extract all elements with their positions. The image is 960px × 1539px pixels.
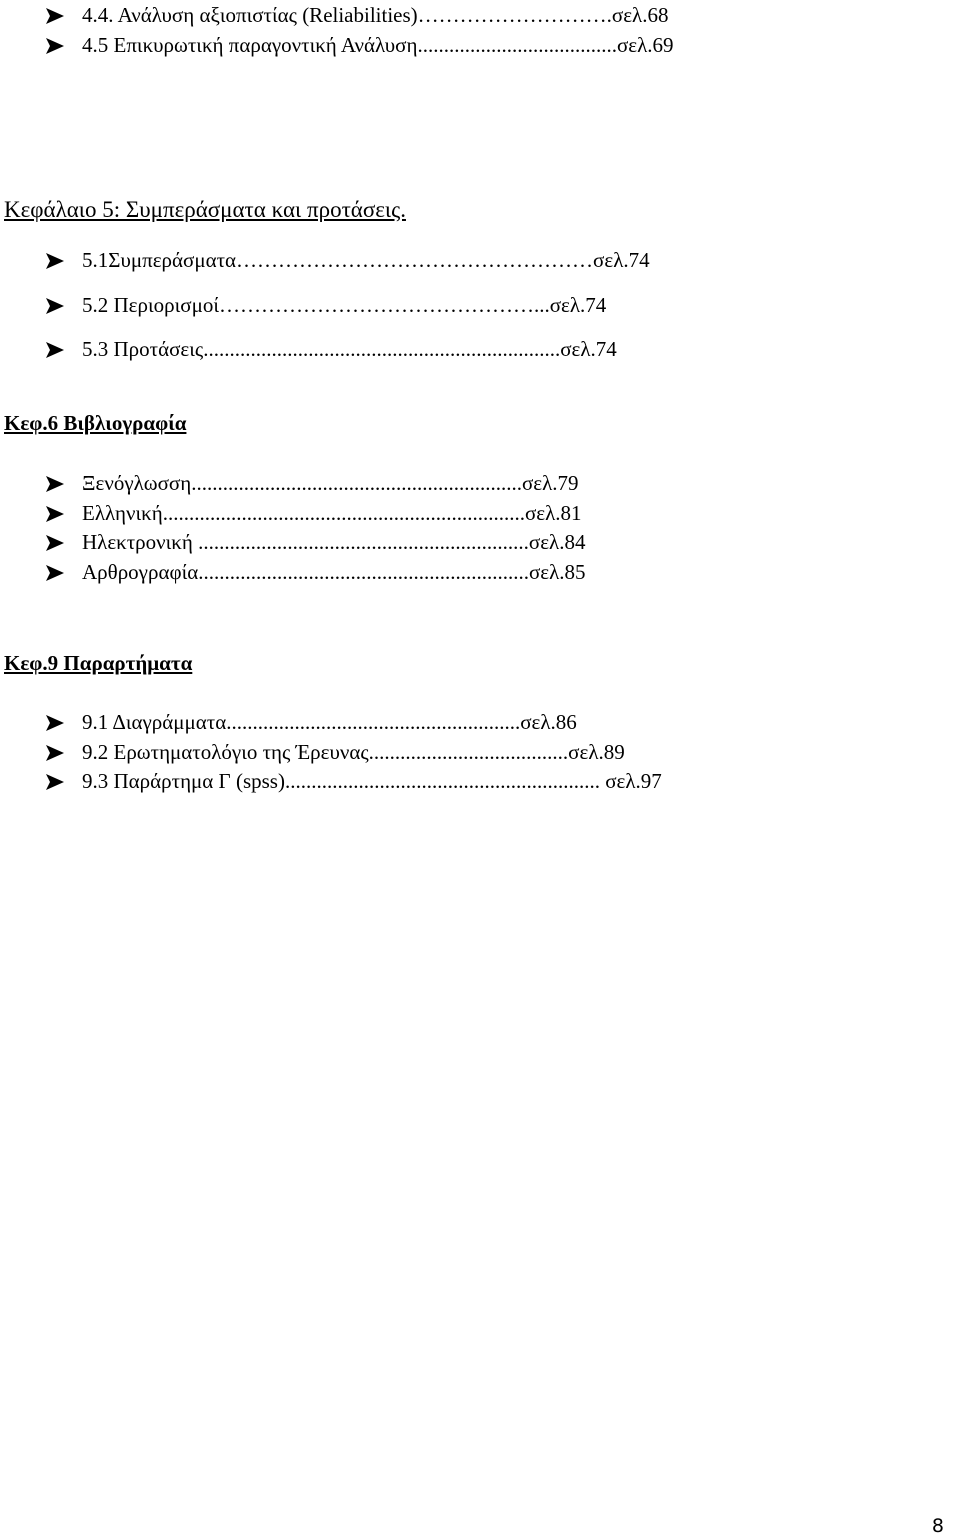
toc-item-text: 9.2 Ερωτηματολόγιο της Έρευνας......................................σελ.89 [82,740,625,764]
toc-item-text: 5.2 Περιορισμοί………………………………………...σελ.74 [82,293,607,317]
chapter-5-heading: Κεφάλαιο 5: Συμπεράσματα και προτάσεις. [4,197,406,222]
arrow-bullet-icon [45,714,65,732]
chapter-9-heading: Κεφ.9 Παραρτήματα [4,651,193,675]
page-number: 8 [931,1515,944,1537]
arrow-bullet-icon [45,297,65,315]
arrow-bullet-icon [45,505,65,523]
toc-item-text: 5.3 Προτάσεις....................................................................σελ.74 [82,337,617,361]
chapter-6-heading: Κεφ.6 Βιβλιογραφία [4,411,187,435]
toc-item-text: 9.1 Διαγράμματα........................................................σελ.86 [82,710,577,734]
toc-item-text: Ξενόγλωσση...............................................................σελ.79 [82,471,579,495]
toc-item-text: 4.5 Επικυρωτική παραγοντική Ανάλυση......................................σελ.69 [82,33,674,57]
toc-item-text: Ελληνική.....................................................................σελ.81 [82,501,582,525]
arrow-bullet-icon [45,773,65,791]
arrow-bullet-icon [45,534,65,552]
arrow-bullet-icon [45,7,65,25]
toc-item-text: 4.4. Ανάλυση αξιοπιστίας (Reliabilities)……………………….σελ.68 [82,3,669,27]
arrow-bullet-icon [45,564,65,582]
toc-item-text: Αρθρογραφία...............................................................σελ.85 [82,560,586,584]
toc-item-text: Ηλεκτρονική ...............................................................σελ.84 [82,530,586,554]
arrow-bullet-icon [45,341,65,359]
toc-item-text: 9.3 Παράρτημα Γ (spss)............................................................ σελ.97 [82,769,662,793]
arrow-bullet-icon [45,744,65,762]
arrow-bullet-icon [45,37,65,55]
arrow-bullet-icon [45,252,65,270]
arrow-bullet-icon [45,475,65,493]
toc-item-text: 5.1Συμπεράσματα……………………………………………σελ.74 [82,248,650,272]
